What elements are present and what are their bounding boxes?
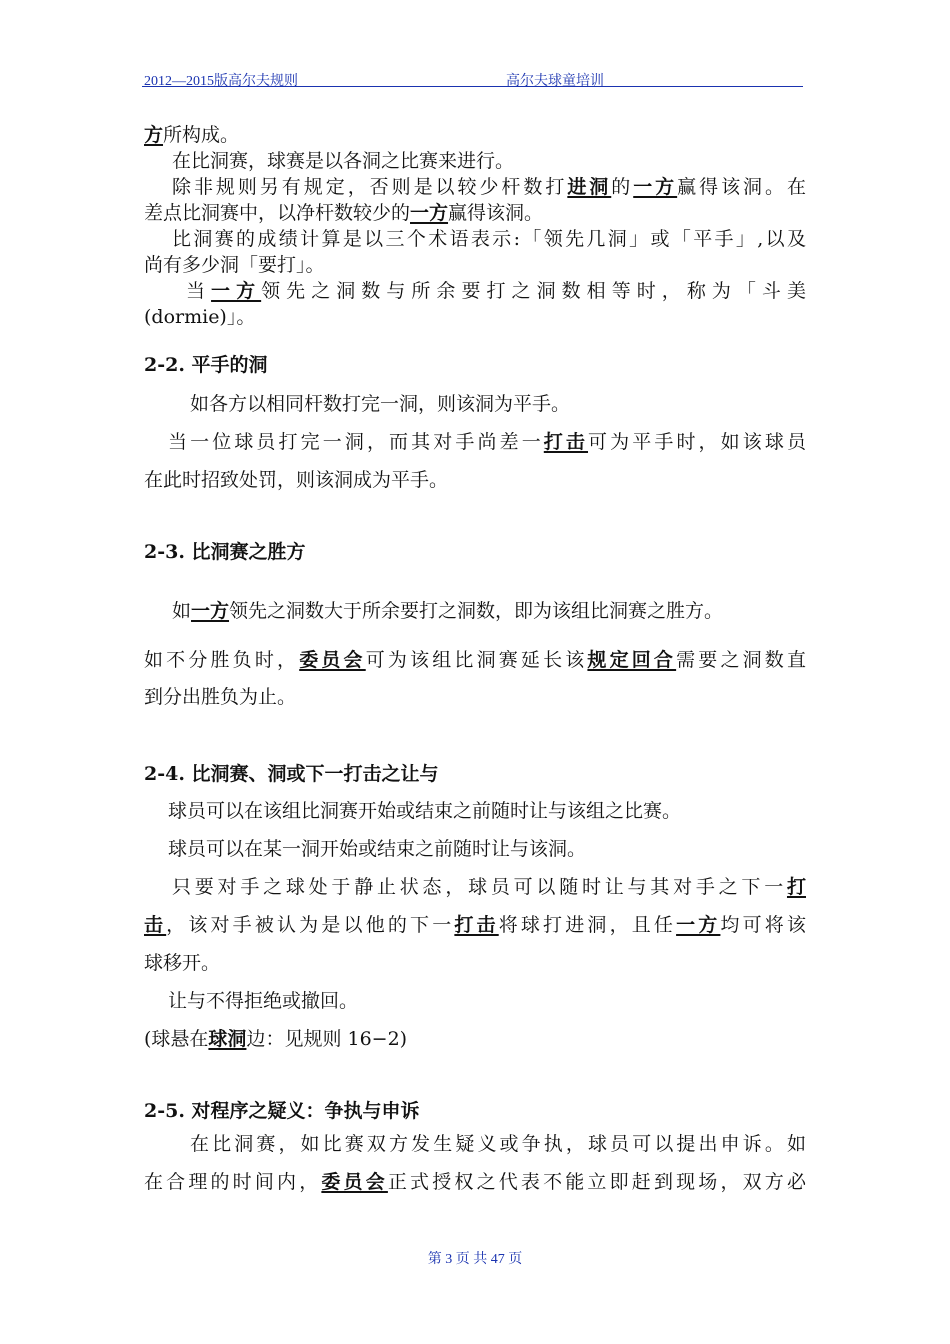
text-line: 球员可以在某一洞开始或结束之前随时让与该洞。 <box>168 838 587 860</box>
text-line: 差点比洞赛中，以净杆数较少的一方赢得该洞。 <box>144 202 544 224</box>
section-heading-2-2: 2-2. 平手的洞 <box>144 354 268 376</box>
text-line: (dormie)」。 <box>144 306 256 328</box>
term-link[interactable]: 一方 <box>410 202 449 224</box>
term-link[interactable]: 球洞 <box>208 1028 247 1050</box>
term-link[interactable]: 一方 <box>676 914 721 936</box>
text-line: 如不分胜负时，委员会可为该组比洞赛延长该规定回合需要之洞数直 <box>144 649 806 671</box>
text-line: 让与不得拒绝或撤回。 <box>168 990 359 1012</box>
term-link[interactable]: 打 <box>786 876 806 898</box>
text-line: 在合理的时间内，委员会正式授权之代表不能立即赶到现场，双方必 <box>144 1171 806 1193</box>
term-link[interactable]: 规定回合 <box>587 649 677 671</box>
header-rule <box>142 86 803 87</box>
term-link[interactable]: 方 <box>144 124 164 146</box>
page-number: 第 3 页 共 47 页 <box>427 1252 523 1267</box>
text-line: 只要对手之球处于静止状态，球员可以随时让与其对手之下一打 <box>172 876 806 898</box>
section-heading-2-4: 2-4. 比洞赛、洞或下一打击之让与 <box>144 763 439 785</box>
term-link[interactable]: 一方 <box>191 600 230 622</box>
text-line: 比洞赛的成绩计算是以三个术语表示:「领先几洞」或「平手」,以及 <box>172 228 806 250</box>
text-line: 如一方领先之洞数大于所余要打之洞数，即为该组比洞赛之胜方。 <box>172 600 724 622</box>
text-line: 当一方领先之洞数与所余要打之洞数相等时，称为「斗美 <box>186 280 806 302</box>
term-link[interactable]: 委员会 <box>321 1171 388 1193</box>
text-line: 球移开。 <box>144 952 221 974</box>
text-line: 到分出胜负为止。 <box>144 686 297 708</box>
text-line: (球悬在球洞边：见规则 16−2) <box>144 1028 408 1050</box>
text-line: 球员可以在该组比洞赛开始或结束之前随时让与该组之比赛。 <box>168 800 682 822</box>
section-heading-2-3: 2-3. 比洞赛之胜方 <box>144 541 306 563</box>
header-left: 2012—2015版高尔夫规则 <box>144 74 298 89</box>
text-line: 当一位球员打完一洞，而其对手尚差一打击可为平手时，如该球员 <box>168 431 806 453</box>
text-line: 如各方以相同杆数打完一洞，则该洞为平手。 <box>190 393 571 415</box>
text-line: 在比洞赛，球赛是以各洞之比赛来进行。 <box>172 150 515 172</box>
term-link[interactable]: 一方 <box>633 176 678 198</box>
text-line: 在比洞赛，如比赛双方发生疑义或争执，球员可以提出申诉。如 <box>190 1133 806 1155</box>
header-right: 高尔夫球童培训 <box>506 74 604 89</box>
text-line: 方所构成。 <box>144 124 240 146</box>
term-link[interactable]: 击 <box>144 914 167 936</box>
section-2-4-body <box>144 792 806 1058</box>
term-link[interactable]: 打击 <box>543 431 589 453</box>
text-line: 尚有多少洞「要打」。 <box>144 254 325 276</box>
section-2-2-body <box>144 385 806 499</box>
text-line: 在此时招致处罚，则该洞成为平手。 <box>144 469 449 491</box>
term-link[interactable]: 一方 <box>211 280 262 302</box>
section-heading-2-5: 2-5. 对程序之疑义：争执与申诉 <box>144 1100 420 1122</box>
term-link[interactable]: 委员会 <box>299 649 366 671</box>
section-2-3-body <box>144 593 806 716</box>
term-link[interactable]: 打击 <box>454 914 499 936</box>
intro-block <box>144 122 806 330</box>
text-line: 击，该对手被认为是以他的下一打击将球打进洞，且任一方均可将该 <box>144 914 806 936</box>
term-link[interactable]: 进洞 <box>567 176 612 198</box>
section-2-5-body <box>144 1125 806 1201</box>
text-line: 除非规则另有规定，否则是以较少杆数打进洞的一方赢得该洞。在 <box>172 176 806 198</box>
